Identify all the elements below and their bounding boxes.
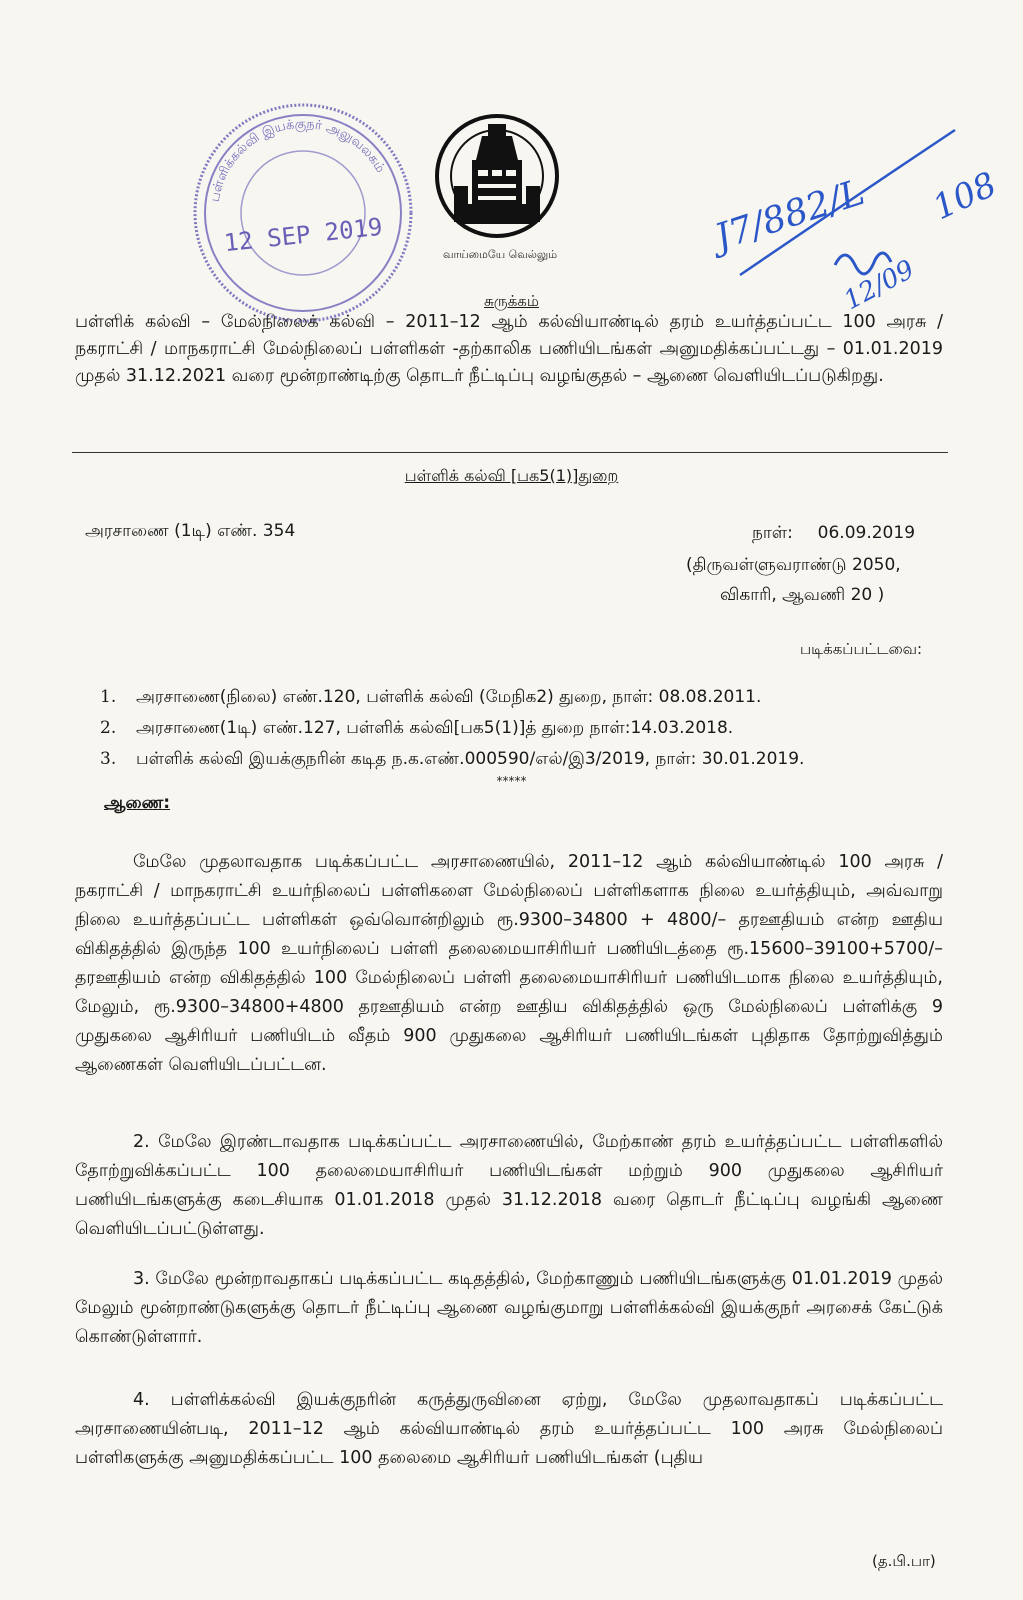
paragraph-3: 3. மேலே மூன்றாவதாகப் படிக்கப்பட்ட கடிதத்தில், மேற்காணும் பணியிடங்களுக்கு 01.01.2019 முதல் மேலும் மூன்றாண்டுகளுக்கு தொடர் நீட்டிப்பு ஆணை வழங்குமாறு பள்ளிக்கல்வி இயக்குநர் அரசைக் கேட்டுக் கொண்டுள்ளார். xyxy=(75,1269,943,1347)
continued-note: (த.பி.பா) xyxy=(872,1552,936,1570)
reference-item: 2. அரசாணை(1டி) எண்.127, பள்ளிக் கல்வி[பக5(1)]த் துறை நாள்:14.03.2018. xyxy=(100,718,734,738)
stamp-office-text: பள்ளிக்கல்வி இயக்குநர் அலுவலகம் xyxy=(207,116,388,204)
emblem-motto: வாய்மையே வெல்லும் xyxy=(442,248,558,261)
paragraph-1: மேலே முதலாவதாக படிக்கப்பட்ட அரசாணையில், 2011–12 ஆம் கல்வியாண்டில் 100 அரசு / நகராட்சி / மாநகராட்சி உயர்நிலைப் பள்ளிகளை மேல்நிலைப் பள்ளிகளாக நிலை உயர்த்தியும், அவ்வாறு நிலை உயர்த்தப்பட்ட பள்ளிகள் ஒவ்வொன்றிலும் ரூ.9300–34800 + 4800/– தரஊதியம் என்ற ஊதிய விகிதத்தில் இருந்த 100 உயர்நிலைப் பள்ளி தலைமையாசிரியர் பணியிடத்தை ரூ.15600–39100+5700/– தரஊதியம் என்ற விகிதத்தில் 100 மேல்நிலைப் பள்ளி தலைமையாசிரியர் பணியிடமாக நிலை உயர்த்தியும், மேலும், ரூ.9300–34800+4800 தரஊதியம் என்ற ஊதிய விகிதத்தில் ஒரு மேல்நிலைப் பள்ளிக்கு 9 முதுகலை ஆசிரியர் பணியிடம் வீதம் 900 முதுகலை ஆசிரியர் பணியிடங்கள் புதிதாக தோற்றுவித்தும் ஆணைகள் வெளியிடப்பட்டன. xyxy=(75,852,943,1075)
reference-item: 3. பள்ளிக் கல்வி இயக்குநரின் கடித ந.க.எண்.000590/எல்/இ3/2019, நாள்: 30.01.2019. xyxy=(100,749,805,769)
paragraph-2: 2. மேலே இரண்டாவதாக படிக்கப்பட்ட அரசாணையில், மேற்காண் தரம் உயர்த்தப்பட்ட பள்ளிகளில் தோற்றுவிக்கப்பட்ட 100 தலைமையாசிரியர் பணியிடங்கள் மற்றும் 900 முதுகலை ஆசிரியர் பணியிடங்களுக்கு கடைசியாக 01.01.2018 முதல் 31.12.2018 வரை தொடர் நீட்டிப்பு வழங்கி ஆணை வெளியிடப்பட்டுள்ளது. xyxy=(75,1132,943,1239)
paragraph-4: 4. பள்ளிக்கல்வி இயக்குநரின் கருத்துருவினை ஏற்று, மேலே முதலாவதாகப் படிக்கப்பட்ட அரசாணையின்படி, 2011–12 ஆம் கல்வியாண்டில் தரம் உயர்த்தப்பட்ட 100 அரசு மேல்நிலைப் பள்ளிகளுக்கு அனுமதிக்கப்பட்ட 100 தலைமை ஆசிரியர் பணியிடங்கள் (புதிய xyxy=(75,1390,943,1468)
summary-text: பள்ளிக் கல்வி – மேல்நிலைக் கல்வி – 2011–12 ஆம் கல்வியாண்டில் தரம் உயர்த்தப்பட்ட 100 அரசு / நகராட்சி / மாநகராட்சி மேல்நிலைப் பள்ளிகள் -தற்காலிக பணியிடங்கள் அனுமதிக்கப்பட்டது – 01.01.2019 முதல் 31.12.2021 வரை மூன்றாண்டிற்கு தொடர் நீட்டிப்பு வழங்குதல் – ஆணை வெளியிடப்படுகிறது. xyxy=(75,312,943,386)
tamil-date-line-1: (திருவள்ளுவராண்டு 2050, xyxy=(686,555,901,575)
department-title: பள்ளிக் கல்வி [பக5(1)]துறை xyxy=(404,466,619,485)
order-heading: ஆணை: xyxy=(104,793,171,813)
stamp-date: 12 SEP 2019 xyxy=(222,212,384,258)
summary-heading: சுருக்கம் xyxy=(484,292,539,310)
handwritten-number: 108 xyxy=(926,164,1003,229)
date-value: 06.09.2019 xyxy=(817,523,916,543)
handwritten-file-number: J7/882/L xyxy=(710,171,870,259)
handwritten-date: 12/09 xyxy=(839,254,920,317)
tamil-date-line-2: விகாரி, ஆவணி 20 ) xyxy=(720,585,885,605)
references-heading: படிக்கப்பட்டவை: xyxy=(800,640,923,658)
separator: ***** xyxy=(496,774,527,788)
handwritten-annotation xyxy=(700,100,1023,320)
references-list xyxy=(100,682,804,775)
date-label: நாள்: xyxy=(752,523,793,543)
reference-item: 1. அரசாணை(நிலை) எண்.120, பள்ளிக் கல்வி (மேநிக2) துறை, நாள்: 08.08.2011. xyxy=(100,687,762,707)
order-date xyxy=(752,523,915,545)
divider xyxy=(72,452,948,453)
state-emblem xyxy=(432,110,562,250)
order-number: அரசாணை (1டி) எண். 354 xyxy=(85,521,296,541)
